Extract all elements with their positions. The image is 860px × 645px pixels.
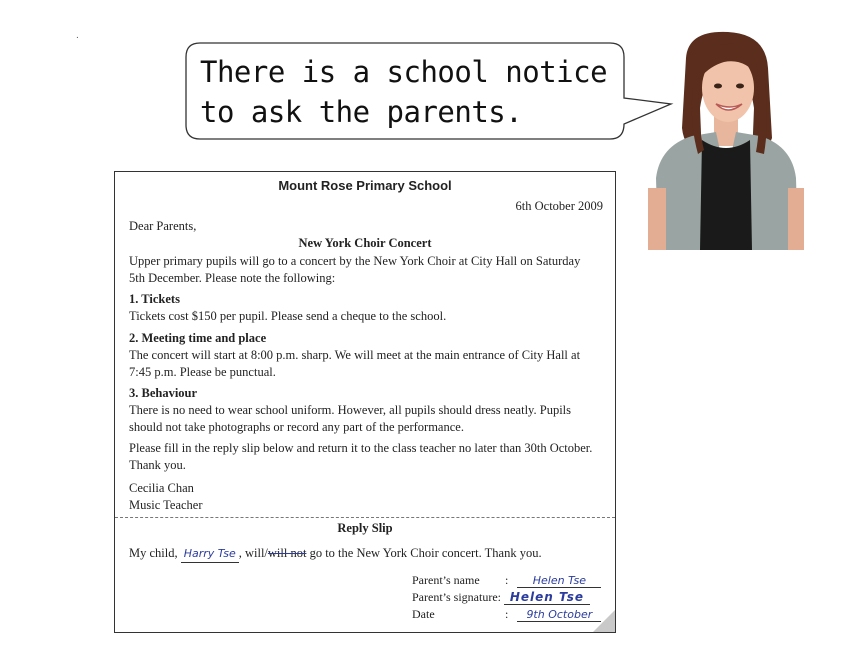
notice-date: 6th October 2009	[515, 199, 603, 213]
fill-in-paragraph	[129, 440, 603, 474]
intro-paragraph	[129, 253, 603, 287]
section-meeting-text	[129, 347, 603, 381]
section-tickets-text: Tickets cost $150 per pupil. Please send a cheque to the school.	[129, 309, 447, 323]
meeting-line-1: The concert will start at 8:00 p.m. sharp. We will meet at the main entrance of City Hall at	[129, 348, 581, 362]
will-not-struck: will not	[267, 546, 307, 560]
behaviour-line-2: should not take photographs or record any part of the performance.	[129, 420, 464, 434]
reply-sentence	[129, 545, 603, 563]
signature-field[interactable]	[504, 590, 590, 605]
signature-label: Parent’s signature:	[412, 590, 501, 604]
fill-line-2: Thank you.	[129, 458, 186, 472]
signer-title: Music Teacher	[129, 498, 203, 512]
meeting-line-2: 7:45 p.m. Please be punctual.	[129, 365, 276, 379]
signer-block	[129, 480, 603, 514]
signer-name: Cecilia Chan	[129, 481, 194, 495]
child-name-field[interactable]	[181, 545, 239, 563]
section-behaviour-title: 3. Behaviour	[129, 386, 198, 400]
section-behaviour-text	[129, 402, 603, 436]
bubble-line-2: to ask the parents.	[200, 95, 523, 129]
parent-name-row	[412, 573, 601, 588]
reply-slip-title: Reply Slip	[337, 521, 393, 535]
bubble-text	[200, 52, 620, 132]
bubble-line-1: There is a school notice	[200, 55, 608, 89]
school-notice	[114, 171, 616, 633]
date-row	[412, 607, 601, 622]
parent-name-value: Helen Tse	[532, 574, 586, 587]
date-field[interactable]	[517, 608, 601, 622]
intro-line-1: Upper primary pupils will go to a concert by the New York Choir at City Hall on Saturday	[129, 254, 581, 268]
cut-line	[115, 517, 615, 518]
signature-value: Helen Tse	[509, 590, 585, 604]
greeting: Dear Parents,	[129, 219, 197, 233]
parent-name-label: Parent’s name	[412, 573, 480, 587]
intro-line-2: 5th December. Please note the following:	[129, 271, 336, 285]
date-label: Date	[412, 607, 435, 621]
signature-row	[412, 590, 590, 605]
will-label: , will/	[238, 546, 268, 560]
section-meeting-title: 2. Meeting time and place	[129, 331, 267, 345]
parent-name-field[interactable]	[517, 574, 601, 588]
colon-1: :	[505, 573, 509, 587]
child-name-value: Harry Tse	[183, 547, 236, 560]
school-name: Mount Rose Primary School	[278, 178, 452, 193]
reply-rest: go to the New York Choir concert. Thank you.	[306, 546, 542, 560]
fill-line-1: Please fill in the reply slip below and return it to the class teacher no later than 30th October.	[129, 441, 593, 455]
date-value: 9th October	[526, 608, 593, 621]
corner-mark: .	[76, 30, 79, 41]
smiling-woman-image	[648, 28, 804, 250]
my-child-label: My child,	[129, 546, 178, 560]
behaviour-line-1: There is no need to wear school uniform. However, all pupils should dress neatly. Pupils	[129, 403, 572, 417]
section-tickets-title: 1. Tickets	[129, 292, 180, 306]
colon-2: :	[505, 607, 509, 621]
page-curl	[593, 610, 615, 632]
concert-title: New York Choir Concert	[298, 236, 432, 250]
